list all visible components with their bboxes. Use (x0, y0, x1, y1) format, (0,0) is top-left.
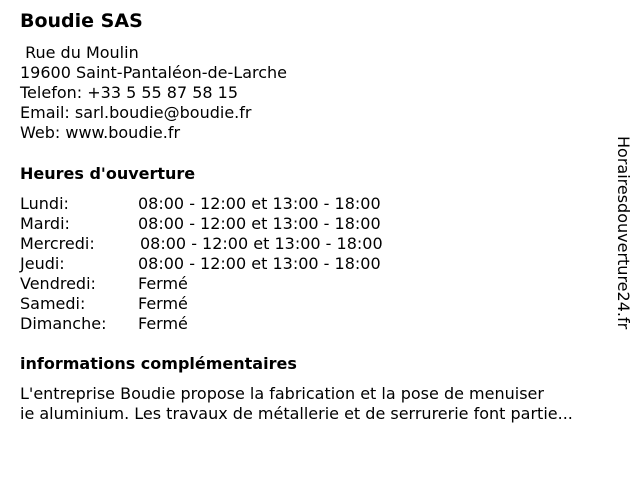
day-label: Jeudi: (20, 254, 65, 273)
additional-info-title: informations complémentaires (20, 354, 297, 373)
city-address: 19600 Saint-Pantaléon-de-Larche (20, 63, 288, 82)
email-address: Email: sarl.boudie@boudie.fr (20, 103, 252, 122)
day-label: Vendredi: (20, 274, 96, 293)
day-label: Lundi: (20, 194, 69, 213)
time-value: Fermé (138, 314, 188, 333)
day-label: Samedi: (20, 294, 86, 313)
website-address: Web: www.boudie.fr (20, 123, 181, 142)
site-watermark-text: Horairesdouverture24.fr (614, 136, 633, 330)
street-address: Rue du Moulin (20, 43, 139, 62)
company-description (20, 384, 625, 424)
company-name: Boudie SAS (20, 10, 143, 32)
day-label: Mardi: (20, 214, 70, 233)
phone-number: Telefon: +33 5 55 87 58 15 (20, 83, 239, 102)
address-block (20, 43, 287, 143)
time-value: 08:00 - 12:00 et 13:00 - 18:00 (138, 214, 381, 233)
description-line: ie aluminium. Les travaux de métallerie et de serrurerie font partie... (20, 404, 573, 423)
time-value: Fermé (138, 274, 188, 293)
time-value: 08:00 - 12:00 et 13:00 - 18:00 (140, 234, 383, 253)
day-label: Mercredi: (20, 234, 95, 253)
time-value: Fermé (138, 294, 188, 313)
time-value: 08:00 - 12:00 et 13:00 - 18:00 (138, 254, 381, 273)
time-value: 08:00 - 12:00 et 13:00 - 18:00 (138, 194, 381, 213)
opening-hours-title: Heures d'ouverture (20, 164, 196, 183)
description-line: L'entreprise Boudie propose la fabrication et la pose de menuiser (20, 384, 544, 403)
day-label: Dimanche: (20, 314, 107, 333)
site-watermark (612, 136, 634, 342)
